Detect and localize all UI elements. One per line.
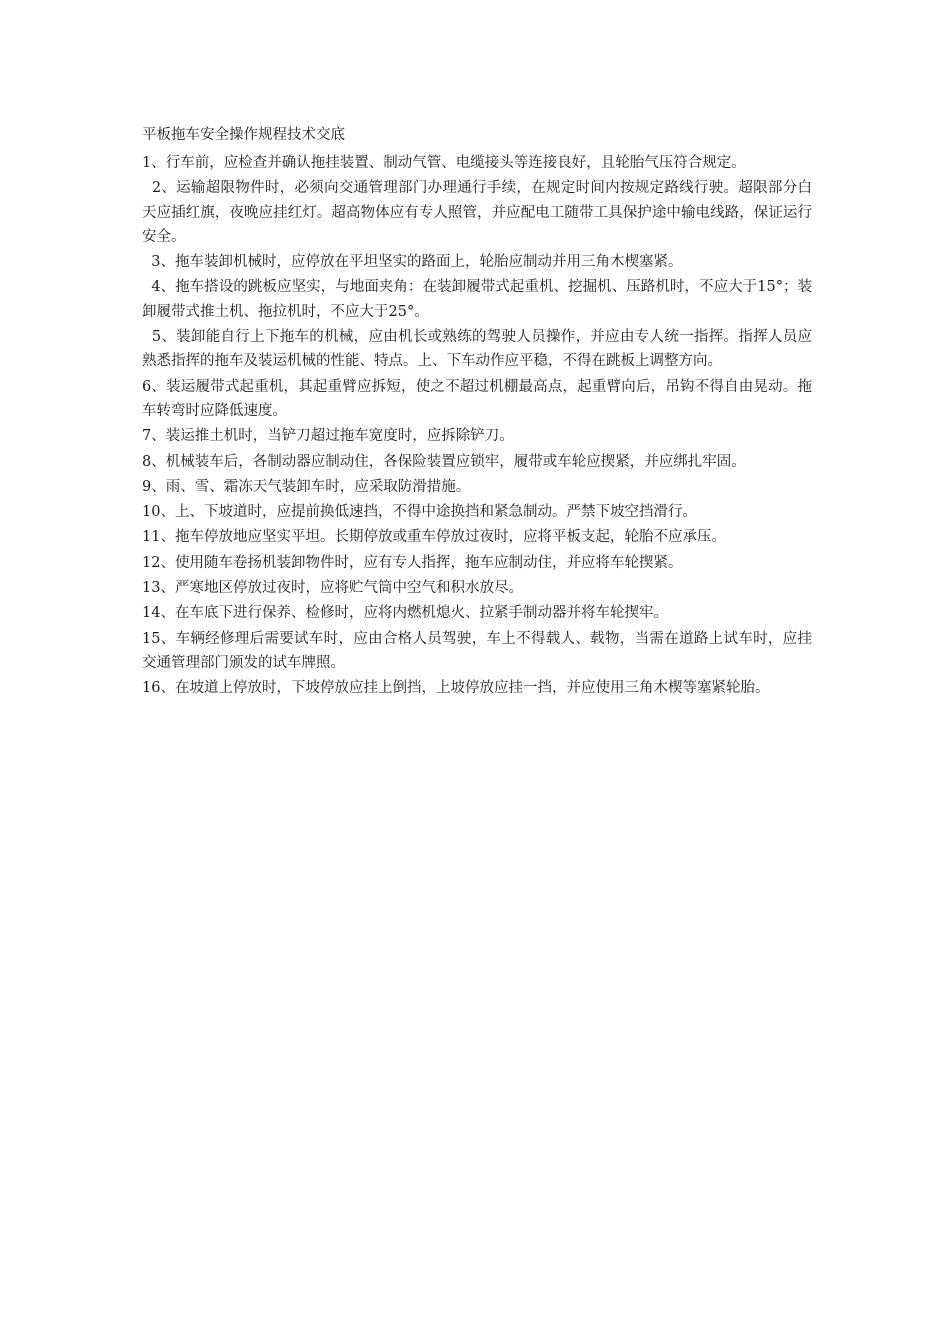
paragraph-4: 4、拖车搭设的跳板应坚实，与地面夹角：在装卸履带式起重机、挖掘机、压路机时，不应大于15°；装卸履带式推土机、拖拉机时，不应大于25°。 bbox=[142, 279, 812, 320]
document-page bbox=[142, 123, 812, 702]
paragraph-13: 13、严寒地区停放过夜时，应将贮气筒中空气和积水放尽。 bbox=[142, 580, 523, 597]
paragraph-list bbox=[142, 151, 812, 701]
paragraph-15: 15、车辆经修理后需要试车时，应由合格人员驾驶，车上不得载人、载物，当需在道路上试车时，应挂交通管理部门颁发的试车牌照。 bbox=[142, 630, 812, 671]
paragraph-5: 5、装卸能自行上下拖车的机械，应由机长或熟练的驾驶人员操作，并应由专人统一指挥。指挥人员应熟悉指挥的拖车及装运机械的性能、特点。上、下车动作应平稳，不得在跳板上调整方向。 bbox=[142, 329, 812, 370]
document-title: 平板拖车安全操作规程技术交底 bbox=[142, 127, 345, 143]
paragraph-6: 6、装运履带式起重机，其起重臂应拆短，使之不超过机棚最高点，起重臂向后，吊钩不得自由晃动。拖车转弯时应降低速度。 bbox=[142, 378, 812, 419]
paragraph-7: 7、装运推土机时，当铲刀超过拖车宽度时，应拆除铲刀。 bbox=[142, 428, 514, 445]
paragraph-12: 12、使用随车卷扬机装卸物件时，应有专人指挥，拖车应制动住，并应将车轮揳紧。 bbox=[142, 554, 683, 571]
paragraph-3: 3、拖车装卸机械时，应停放在平坦坚实的路面上，轮胎应制动并用三角木楔塞紧。 bbox=[142, 254, 683, 271]
paragraph-16: 16、在坡道上停放时，下坡停放应挂上倒挡，上坡停放应挂一挡，并应使用三角木楔等塞紧轮胎。 bbox=[142, 680, 770, 697]
paragraph-2: 2、运输超限物件时，必须向交通管理部门办理通行手续，在规定时间内按规定路线行驶。超限部分白天应插红旗，夜晚应挂红灯。超高物体应有专人照管，并应配电工随带工具保护途中输电线路，保证运行安全。 bbox=[142, 180, 812, 245]
paragraph-14: 14、在车底下进行保养、检修时，应将内燃机熄火、拉紧手制动器并将车轮揳牢。 bbox=[142, 605, 668, 622]
paragraph-10: 10、上、下坡道时，应提前换低速挡，不得中途换挡和紧急制动。严禁下坡空挡滑行。 bbox=[142, 504, 697, 521]
paragraph-1: 1、行车前，应检查并确认拖挂装置、制动气管、电缆接头等连接良好，且轮胎气压符合规定。 bbox=[142, 155, 746, 171]
paragraph-11: 11、拖车停放地应坚实平坦。长期停放或重车停放过夜时，应将平板支起，轮胎不应承压。 bbox=[142, 529, 726, 546]
paragraph-8: 8、机械装车后，各制动器应制动住，各保险装置应锁牢，履带或车轮应揳紧，并应绑扎牢固。 bbox=[142, 453, 746, 470]
paragraph-9: 9、雨、雪、霜冻天气装卸车时，应采取防滑措施。 bbox=[142, 478, 471, 495]
